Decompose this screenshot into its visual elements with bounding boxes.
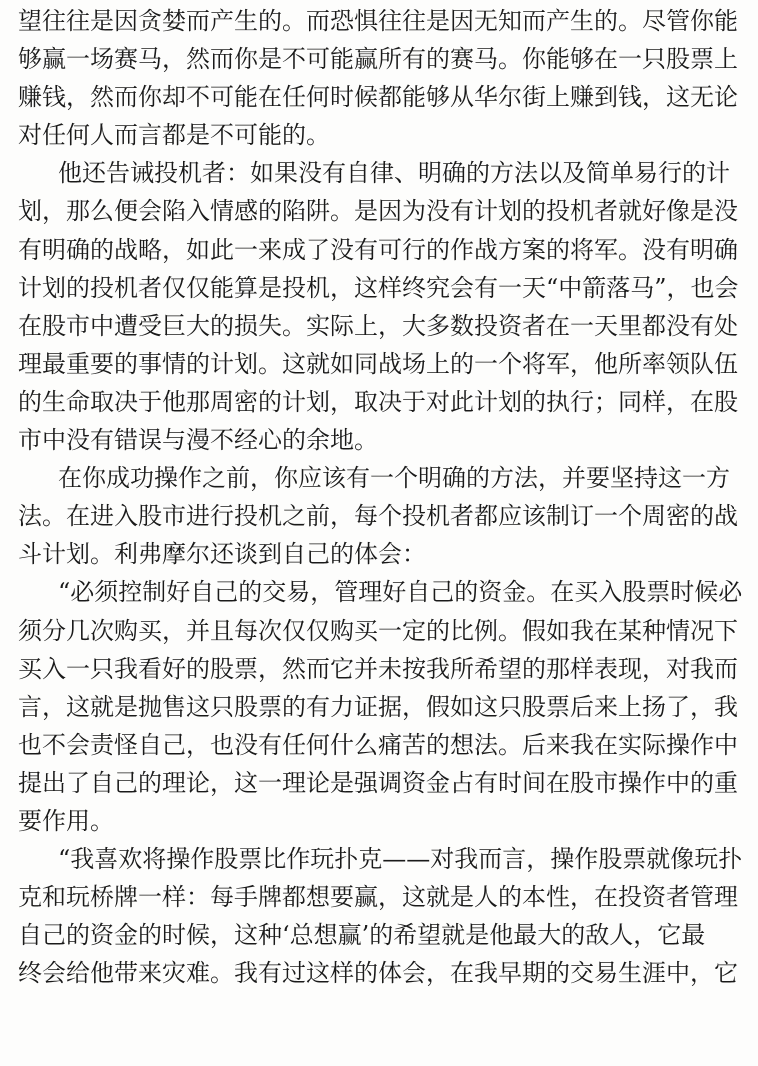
text-line: 须分几次购买，并且每次仅仅购买一定的比例。假如我在某种情况下 bbox=[18, 616, 738, 645]
paragraph-2 bbox=[18, 154, 744, 459]
paragraph-4 bbox=[18, 573, 744, 840]
text-line: 终会给他带来灾难。我有过这样的体会，在我早期的交易生涯中，它 bbox=[18, 959, 738, 988]
text-line: 的生命取决于他那周密的计划，取决于对此计划的执行；同样，在股 bbox=[18, 387, 738, 416]
text-line: 克和玩桥牌一样：每手牌都想要赢，这就是人的本性，在投资者管理 bbox=[18, 883, 738, 912]
text-line: 也不会责怪自己，也没有任何什么痛苦的想法。后来我在实际操作中 bbox=[18, 730, 738, 759]
text-line: 有明确的战略，如此一来成了没有可行的作战方案的将军。没有明确 bbox=[18, 235, 738, 264]
text-line: 言，这就是抛售这只股票的有力证据，假如这只股票后来上扬了，我 bbox=[18, 692, 738, 721]
text-line: 在股市中遭受巨大的损失。实际上，大多数投资者在一天里都没有处 bbox=[18, 311, 738, 340]
text-line: 在你成功操作之前，你应该有一个明确的方法，并要坚持这一方 bbox=[58, 464, 730, 493]
text-line: “必须控制好自己的交易，管理好自己的资金。在买入股票时候必 bbox=[58, 578, 743, 607]
text-line: 划，那么便会陷入情感的陷阱。是因为没有计划的投机者就好像是没 bbox=[18, 197, 738, 226]
text-line: 市中没有错误与漫不经心的余地。 bbox=[18, 426, 378, 455]
text-line: 计划的投机者仅仅能算是投机，这样终究会有一天“中箭落马”，也会 bbox=[18, 273, 739, 302]
text-line: 理最重要的事情的计划。这就如同战场上的一个将军，他所率领队伍 bbox=[18, 349, 738, 378]
text-line: 提出了自己的理论，这一理论是强调资金占有时间在股市操作中的重 bbox=[18, 768, 738, 797]
text-line: 他还告诫投机者：如果没有自律、明确的方法以及简单易行的计 bbox=[58, 159, 730, 188]
text-line: 对任何人而言都是不可能的。 bbox=[18, 121, 330, 150]
text-line: “我喜欢将操作股票比作玩扑克——对我而言，操作股票就像玩扑 bbox=[58, 845, 743, 874]
body-text bbox=[18, 2, 744, 992]
text-line: 赚钱，然而你却不可能在任何时候都能够从华尔街上赚到钱，这无论 bbox=[18, 83, 738, 112]
text-line: 够赢一场赛马，然而你是不可能赢所有的赛马。你能够在一只股票上 bbox=[18, 45, 738, 74]
text-line: 望往往是因贪婪而产生的。而恐惧往往是因无知而产生的。尽管你能 bbox=[18, 7, 738, 35]
paragraph-1 bbox=[18, 2, 744, 154]
text-line: 自己的资金的时候，这种‘总想赢’的希望就是他最大的敌人，它最 bbox=[18, 921, 706, 950]
paragraph-5 bbox=[18, 840, 744, 992]
text-line: 斗计划。利弗摩尔还谈到自己的体会： bbox=[18, 540, 426, 569]
text-line: 买入一只我看好的股票，然而它并未按我所希望的那样表现，对我而 bbox=[18, 654, 738, 683]
text-line: 要作用。 bbox=[18, 806, 114, 835]
paragraph-3 bbox=[18, 459, 744, 573]
text-line: 法。在进入股市进行投机之前，每个投机者都应该制订一个周密的战 bbox=[18, 502, 738, 531]
